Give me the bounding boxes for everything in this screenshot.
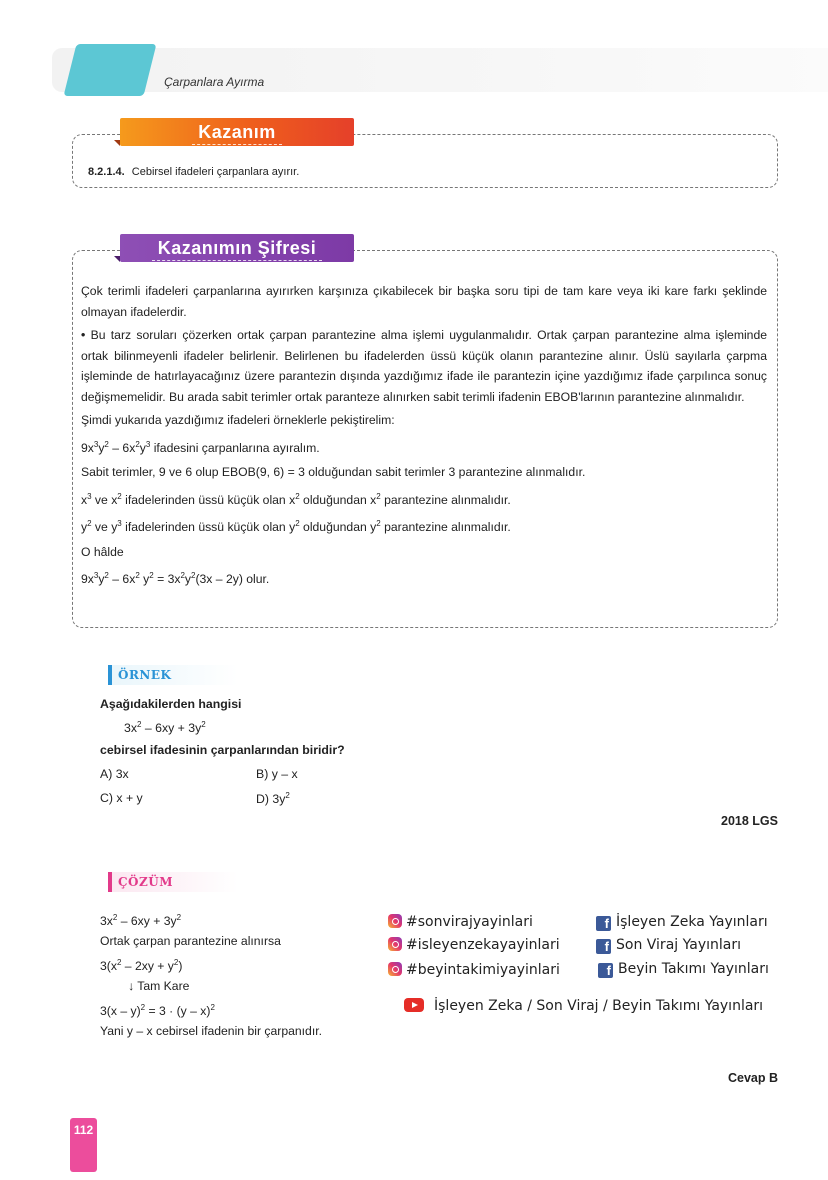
facebook-page-3: Beyin Takımı Yayınları: [618, 961, 769, 977]
ornek-expression: $3x^2 - 6xy + 3y^2$: [124, 720, 206, 736]
cozum-line-4: ↓ Tam Kare: [128, 978, 190, 993]
instagram-handle-3: #beyintakimiyayinlari: [406, 962, 560, 978]
answer: Cevap B: [727, 1071, 778, 1085]
instagram-handle-2: #isleyenzekayayinlari: [406, 937, 560, 953]
kazanim-text: Cebirsel ifadeleri çarpanlara ayırır.: [131, 166, 300, 178]
facebook-icon: f: [596, 916, 611, 931]
sifre-line-1: Şimdi yukarıda yazdığımız ifadeleri örneklerle pekiştirelim:: [81, 413, 395, 427]
instagram-item-3[interactable]: [388, 962, 560, 978]
sifre-paragraph-2: [81, 325, 767, 407]
kazanim-title: Kazanım: [192, 120, 282, 145]
sifre-line-3: Sabit terimler, 9 ve 6 olup EBOB(9, 6) = 3 olduğundan sabit terimler 3 parantezine alınmalıdır.: [81, 465, 586, 480]
facebook-icon: f: [596, 939, 611, 954]
ornek-label: ÖRNEK: [112, 665, 238, 685]
kazanim-ribbon: [120, 118, 354, 146]
sifre-line-7: $9x^3y^2 - 6x^2$ $y^2 = 3x^2y^2(3x - 2y)$ olur.: [81, 571, 270, 587]
kazanim-line: [88, 166, 299, 178]
sifre-body: [81, 281, 767, 594]
facebook-item-2[interactable]: [596, 937, 741, 954]
ornek-question-2: cebirsel ifadesinin çarpanlarından biridir?: [100, 743, 345, 757]
sifre-line-2: $9x^3y^2 - 6x^2y^3$ ifadesini çarpanlarına ayıralım.: [81, 439, 320, 455]
instagram-icon: [388, 937, 402, 951]
sifre-paragraph-1: Çok terimli ifadeleri çarpanlarına ayırırken karşınıza çıkabilecek bir başka soru tipi de tam kare veya iki kare farkı şeklinde olmayan ifadelerdir.: [81, 284, 767, 319]
kazanim-code: 8.2.1.4.: [88, 166, 125, 178]
instagram-item-2[interactable]: [388, 937, 560, 953]
chapter-title: Çarpanlara Ayırma: [164, 75, 265, 89]
cozum-body: [100, 907, 400, 1042]
facebook-icon: f: [598, 963, 613, 978]
option-d-text: D) 3y: [256, 792, 286, 807]
option-b: B) y – x: [256, 767, 298, 781]
cozum-line-3: $3(x^2 - 2xy + y^2)$: [100, 958, 183, 974]
bullet-icon: •: [81, 328, 86, 342]
sifre-line-6: O hâlde: [81, 544, 124, 559]
youtube-icon: [404, 998, 424, 1012]
sifre-line-2-text: ifadesini çarpanlarına ayıralım.: [150, 440, 320, 455]
sifre-line-5-tail: parantezine alınmalıdır.: [380, 520, 511, 535]
sifre-ribbon: [120, 234, 354, 262]
facebook-item-1[interactable]: [596, 914, 768, 931]
sifre-line-7-text: (3x – 2y) olur.: [195, 572, 270, 587]
sifre-line-4-mid: ifadelerinden üssü küçük olan: [121, 492, 290, 507]
question-source: 2018 LGS: [721, 814, 778, 828]
instagram-icon: [388, 962, 402, 976]
sifre-line-4: $x^3$ ve $x^2$ ifadelerinden üssü küçük olan $x^2$ olduğundan $x^2$ parantezine alınmalıdır.: [81, 491, 511, 507]
sifre-line-5-mid: ifadelerinden üssü küçük olan: [121, 520, 290, 535]
instagram-icon: [388, 914, 402, 928]
sifre-line-5-mid2: olduğundan: [299, 520, 371, 535]
cozum-label: ÇÖZÜM: [112, 872, 238, 892]
youtube-channel: İşleyen Zeka / Son Viraj / Beyin Takımı Yayınları: [434, 998, 764, 1014]
header-tab-decoration: [64, 44, 157, 96]
sifre-paragraph-2-text: Bu tarz soruları çözerken ortak çarpan parantezine alma işlemi uygulanmalıdır. Ortak çarpan parantezine alma işleminde ortak bilinmeyenli ifadeler belirlenir. Belirlenen bu ifadelerden üssü küçük olanın parantezine alınır. Üslü sayılarla çarpma işleminde de hatırlayacağınız üzere parantezin dışında yazdığımız ifade ile parantezin içine yazdığımız ifade çarpılınca sonuç değişmemelidir. Bu arada sabit terimler ortak paranteze alınırken sabit terimli ifadenin EBOB'larının parantezine alınmalıdır.: [81, 328, 768, 404]
sifre-title: Kazanımın Şifresi: [152, 236, 323, 261]
sifre-line-4-tail: parantezine alınmalıdır.: [380, 492, 511, 507]
sifre-line-5: $y^2$ ve $y^3$ ifadelerinden üssü küçük olan $y^2$ olduğundan $y^2$ parantezine alınmalıdır.: [81, 519, 511, 535]
option-c: C) x + y: [100, 791, 143, 805]
sifre-line-4-mid2: olduğundan: [299, 492, 371, 507]
facebook-page-2: Son Viraj Yayınları: [616, 937, 741, 953]
ornek-question: Aşağıdakilerden hangisi: [100, 697, 242, 711]
facebook-item-3[interactable]: [598, 961, 769, 978]
option-d: D) $3y^2$: [256, 791, 290, 807]
cozum-line-1: $3x^2 - 6xy + 3y^2$: [100, 913, 182, 929]
cozum-line-2: Ortak çarpan parantezine alınırsa: [100, 933, 281, 948]
instagram-item-1[interactable]: [388, 914, 533, 930]
cozum-line-6: Yani y – x cebirsel ifadenin bir çarpanıdır.: [100, 1023, 322, 1038]
cozum-line-5: 3(x – y)$^2$ = 3 · (y – x)$^2$: [100, 1003, 215, 1019]
option-a: A) 3x: [100, 767, 129, 781]
instagram-handle-1: #sonvirajyayinlari: [406, 914, 533, 930]
page-number: 112: [70, 1118, 97, 1172]
youtube-item[interactable]: [404, 998, 763, 1014]
facebook-page-1: İşleyen Zeka Yayınları: [616, 914, 768, 930]
